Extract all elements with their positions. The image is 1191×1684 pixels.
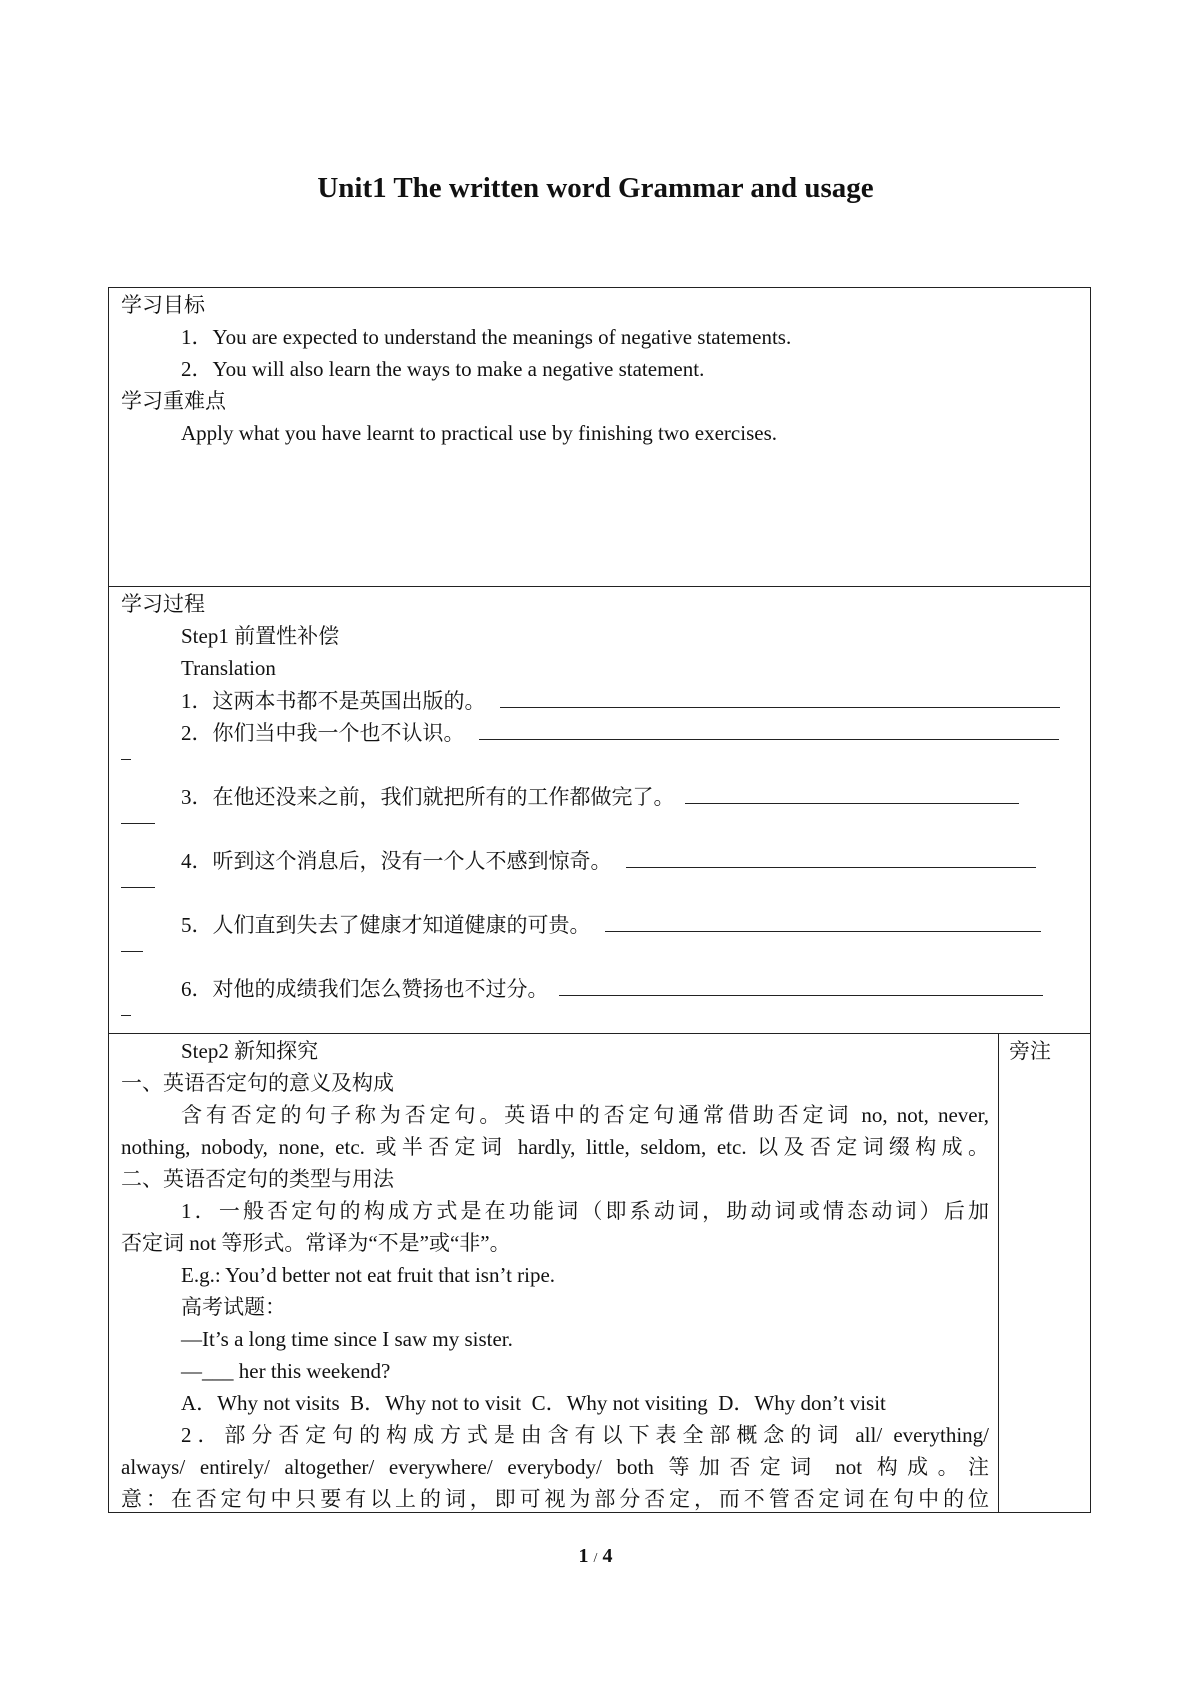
step2-heading: Step2 新知探究 xyxy=(181,1039,319,1063)
answer-blank-4-wrap xyxy=(121,865,155,888)
translation-item-6 xyxy=(121,973,1043,1004)
objective-item-1: 1．You are expected to understand the meanings of negative statements. xyxy=(181,325,792,349)
step1-heading: Step1 前置性补偿 xyxy=(181,624,340,648)
answer-blank-2-wrap xyxy=(121,737,131,760)
section-2-heading: 二、英语否定句的类型与用法 xyxy=(121,1167,394,1191)
objective-item-2: 2．You will also learn the ways to make a negative statement. xyxy=(181,357,705,381)
process-heading: 学习过程 xyxy=(121,592,205,616)
translation-sentence-2: 2．你们当中我一个也不认识。 xyxy=(181,721,465,745)
translation-sentence-5: 5．人们直到失去了健康才知道健康的可贵。 xyxy=(181,913,591,937)
dialog-line-1: —It’s a long time since I saw my sister. xyxy=(181,1327,513,1351)
process-box xyxy=(108,586,1091,1034)
answer-blank-4[interactable] xyxy=(626,845,1036,868)
translation-item-2 xyxy=(121,717,1059,748)
exam-label: 高考试题： xyxy=(181,1295,286,1319)
page-total: 4 xyxy=(602,1545,613,1567)
key-points-heading: 学习重难点 xyxy=(121,389,226,413)
paragraph-2-line-1: 1．一般否定句的构成方式是在功能词（即系动词，助动词或情态动词）后加 xyxy=(181,1199,989,1223)
dialog-line-2: —___ her this weekend? xyxy=(181,1359,391,1383)
paragraph-1-line-2: nothing, nobody, none, etc. 或半否定词 hardly, little, seldom, etc. 以及否定词缀构成。 xyxy=(121,1135,989,1159)
translation-sentence-1: 1．这两本书都不是英国出版的。 xyxy=(181,689,486,713)
side-note-label: 旁注 xyxy=(1009,1039,1051,1063)
page-title: Unit1 The written word Grammar and usage xyxy=(317,172,874,204)
page-separator: / xyxy=(593,1551,598,1566)
answer-blank-5[interactable] xyxy=(605,909,1041,932)
side-note-divider xyxy=(998,1034,999,1512)
translation-item-3 xyxy=(121,781,1019,812)
translation-item-5 xyxy=(121,909,1041,940)
translation-sentence-4: 4．听到这个消息后，没有一个人不感到惊奇。 xyxy=(181,849,612,873)
translation-item-1 xyxy=(121,685,1060,716)
answer-blank-6-wrap xyxy=(121,993,131,1016)
answer-blank-2[interactable] xyxy=(479,717,1059,740)
key-points-text: Apply what you have learnt to practical use by finishing two exercises. xyxy=(181,421,777,445)
translation-sentence-3: 3．在他还没来之前，我们就把所有的工作都做完了。 xyxy=(181,785,675,809)
translation-item-4 xyxy=(121,845,1036,876)
answer-blank-6[interactable] xyxy=(559,973,1043,996)
example-sentence: E.g.: You’d better not eat fruit that isn’t ripe. xyxy=(181,1263,556,1287)
answer-blank-5-wrap xyxy=(121,929,143,952)
paragraph-3-line-2: always/ entirely/ altogether/ everywhere/ everybody/ both 等加否定词 not 构成。注 xyxy=(121,1455,989,1479)
objectives-box xyxy=(108,287,1091,587)
translation-sentence-6: 6．对他的成绩我们怎么赞扬也不过分。 xyxy=(181,977,549,1001)
answer-blank-1[interactable] xyxy=(500,685,1060,708)
step2-box xyxy=(108,1033,1091,1513)
section-1-heading: 一、英语否定句的意义及构成 xyxy=(121,1071,394,1095)
objectives-heading: 学习目标 xyxy=(121,293,205,317)
page-number xyxy=(0,1545,1191,1568)
paragraph-1-line-1: 含有否定的句子称为否定句。英语中的否定句通常借助否定词 no, not, never, xyxy=(181,1103,989,1127)
paragraph-3-line-3: 意：在否定句中只要有以上的词，即可视为部分否定，而不管否定词在句中的位 xyxy=(121,1487,989,1511)
answer-blank-3-wrap xyxy=(121,801,155,824)
page-current: 1 xyxy=(578,1545,589,1567)
translation-label: Translation xyxy=(181,656,276,680)
answer-blank-3[interactable] xyxy=(685,781,1019,804)
paragraph-3-line-1: 2．部分否定句的构成方式是由含有以下表全部概念的词 all/ everything/ xyxy=(181,1423,989,1447)
paragraph-2-line-2: 否定词 not 等形式。常译为“不是”或“非”。 xyxy=(121,1231,511,1255)
answer-options: A．Why not visits B．Why not to visit C．Why not visiting D．Why don’t visit xyxy=(181,1391,886,1415)
